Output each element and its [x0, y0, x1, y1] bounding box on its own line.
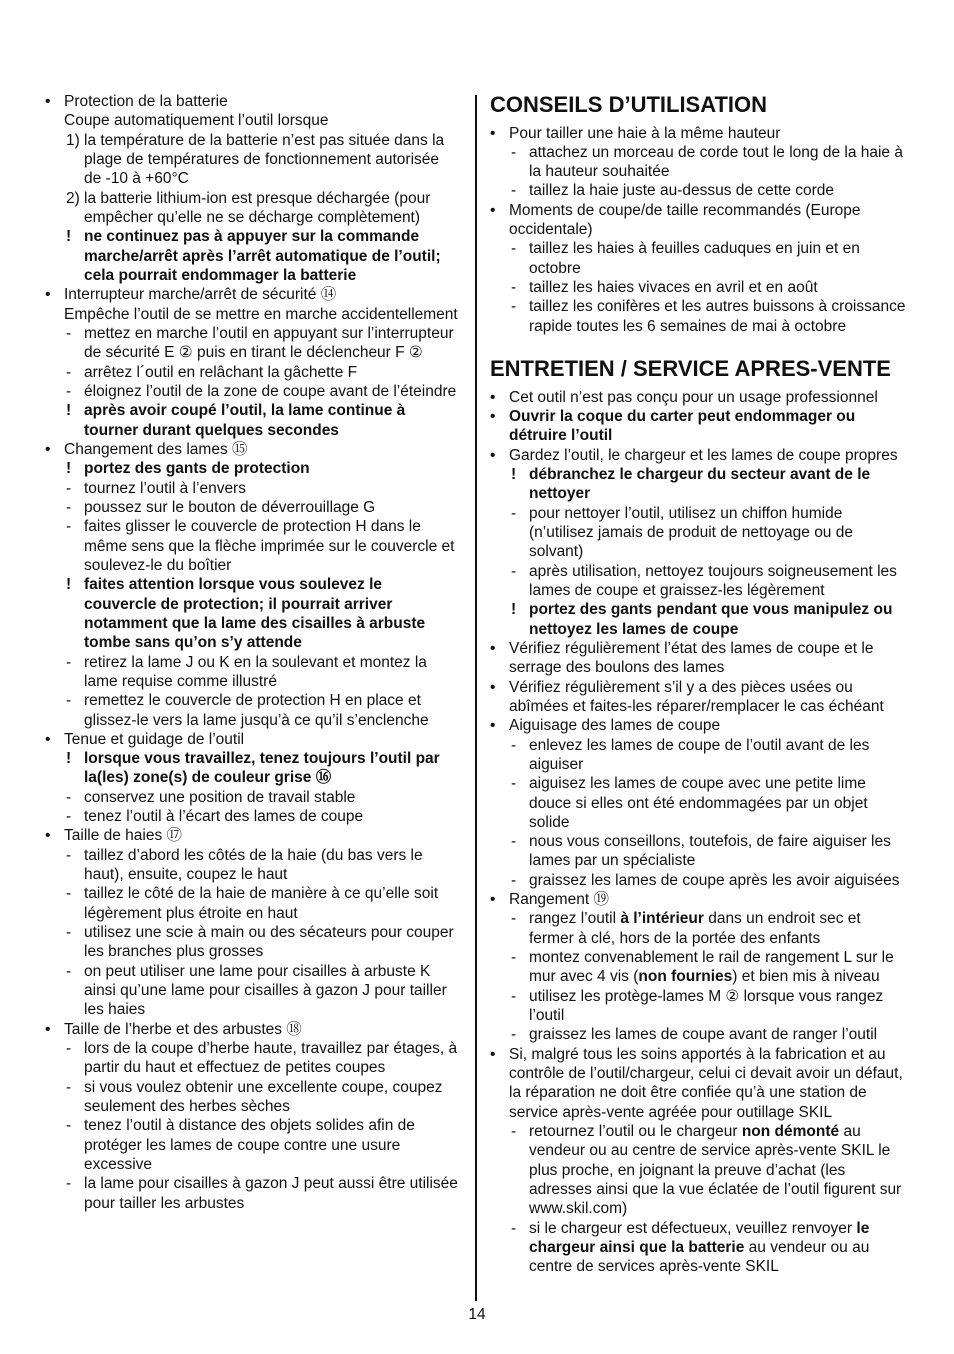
bold-text-segment: le chargeur ainsi que la batterie [529, 1219, 870, 1257]
dash-marker: - [511, 775, 517, 793]
dash-item [45, 1039, 470, 1078]
bullet-marker: • [490, 678, 496, 696]
warning-marker: ! [511, 465, 517, 483]
dash-item [45, 1078, 470, 1117]
dash-marker: - [511, 736, 517, 754]
dash-marker: - [66, 1175, 72, 1193]
item-text: après avoir coupé l’outil, la lame continue à tourner durant quelques secondes [84, 402, 406, 439]
warning-item [45, 575, 470, 652]
item-text: Si, malgré tous les soins apportés à la fabrication et au contrôle de l’outil/chargeur, celui ci devait avoir un défaut, la réparation ne doit être confiée qu’à une station de service après-vente agréée pour outillage SKIL [509, 1045, 903, 1121]
item-text: poussez sur le bouton de déverrouillage G [84, 498, 376, 516]
dash-marker: - [66, 382, 72, 400]
text-segment: au vendeur ou au centre de service après-vente SKIL le plus proche, en joignant la preuve d’achat (les adresses ainsi que la vue éclatée de l’outil figurent sur www.skil.com) [529, 1123, 902, 1218]
bullet-item [490, 446, 935, 465]
dash-item [490, 1219, 935, 1277]
page-number: 14 [468, 1306, 486, 1323]
dash-item [490, 562, 935, 601]
bullet-item [45, 440, 470, 459]
item-text: Vérifiez régulièrement l’état des lames de coupe et le serrage des boulons des lames [509, 639, 874, 677]
item-text: Tenue et guidage de l’outil [64, 730, 245, 748]
item-text: retirez la lame J ou K en la soulevant et montez la lame requise comme illustré [84, 653, 427, 690]
dash-marker: - [511, 910, 517, 928]
dash-marker: - [66, 846, 72, 864]
item-text: la température de la batterie n’est pas située dans la plage de températures de fonctionnement autorisée de -10 à +60°C [84, 131, 445, 188]
dash-marker: - [66, 1040, 72, 1058]
dash-item [490, 504, 935, 562]
dash-marker: - [511, 1123, 517, 1141]
right-column [490, 92, 935, 1277]
section-heading: ENTRETIEN / SERVICE APRES-VENTE [490, 356, 891, 382]
dash-item [45, 517, 470, 575]
dash-marker: - [511, 833, 517, 851]
item-text: éloignez l’outil de la zone de coupe avant de l’éteindre [84, 382, 457, 400]
section-heading: CONSEILS D’UTILISATION [490, 92, 768, 117]
dash-item [490, 774, 935, 832]
item-text: tenez l’outil à distance des objets solides afin de protéger les lames de coupe contre une usure excessive [84, 1117, 415, 1174]
item-text: utilisez les protège-lames M ② lorsque vous rangez l’outil [529, 987, 884, 1025]
warning-item [490, 465, 935, 504]
dash-item [490, 736, 935, 775]
item-text: remettez le couvercle de protection H en place et glissez-le vers la lame jusqu’à ce qu’il s’enclenche [84, 692, 429, 729]
item-text: aiguisez les lames de coupe avec une petite lime douce si elles ont été endommagées par un objet solide [529, 775, 868, 831]
dash-marker: - [66, 1117, 72, 1135]
dash-marker: - [511, 949, 517, 967]
dash-marker: - [66, 1078, 72, 1096]
item-text: portez des gants pendant que vous manipulez ou nettoyez les lames de coupe [529, 601, 893, 638]
warning-item [45, 401, 470, 440]
dash-item [45, 498, 470, 517]
bullet-marker: • [490, 407, 496, 425]
dash-item [45, 807, 470, 826]
item-text: taillez le côté de la haie de manière à ce qu’elle soit légèrement plus étroite en haut [84, 885, 439, 922]
dash-marker: - [66, 808, 72, 826]
number-marker: 1) [66, 131, 80, 149]
item-text: tournez l’outil à l’envers [84, 479, 246, 497]
text-segment: ) et bien mis à niveau [732, 968, 880, 986]
item-text: utilisez une scie à main ou des sécateurs pour couper les branches plus grosses [84, 924, 454, 961]
item-text: Gardez l’outil, le chargeur et les lames de coupe propres [509, 446, 898, 464]
item-text: portez des gants de protection [84, 460, 310, 478]
warning-marker: ! [511, 601, 517, 619]
item-text: Pour tailler une haie à la même hauteur [509, 124, 781, 142]
item-text: lors de la coupe d’herbe haute, travaillez par étages, à partir du haut et effectuez de petites coupes [84, 1040, 458, 1077]
instruction-list [45, 92, 470, 1213]
bullet-marker: • [490, 446, 496, 464]
dash-marker: - [511, 279, 517, 297]
item-text: Cet outil n’est pas conçu pour un usage professionnel [509, 388, 878, 406]
bold-text-segment: à l’intérieur [620, 910, 704, 928]
item-text: pour nettoyer l’outil, utilisez un chiffon humide (n’utilisez jamais de produit de nettoyage ou de solvant) [529, 504, 853, 561]
item-text: Changement des lames ⑮ [64, 440, 248, 458]
bold-text-segment: non fournies [638, 968, 733, 986]
dash-item [45, 363, 470, 382]
item-text: conservez une position de travail stable [84, 788, 356, 806]
dash-marker: - [66, 498, 72, 516]
bullet-marker: • [45, 93, 51, 110]
warning-marker: ! [66, 228, 72, 246]
dash-marker: - [511, 871, 517, 889]
item-text: Taille de l’herbe et des arbustes ⑱ [64, 1020, 302, 1038]
numbered-item [45, 131, 470, 189]
dash-item [490, 181, 935, 200]
dash-item [45, 691, 470, 730]
dash-item [45, 1116, 470, 1174]
warning-item [45, 459, 470, 478]
bullet-marker: • [490, 124, 496, 142]
item-text: faites glisser le couvercle de protection H dans le même sens que la flèche imprimée sur le couvercle et soulevez-le du boîtier [84, 518, 455, 574]
dash-item [45, 1174, 470, 1213]
bullet-item [45, 730, 470, 749]
item-text: taillez la haie juste au-dessus de cette corde [529, 182, 835, 200]
item-text: ne continuez pas à appuyer sur la commande marche/arrêt après l’arrêt automatique de l’outil; cela pourrait endommager la batterie [84, 228, 441, 284]
dash-marker: - [66, 479, 72, 497]
dash-marker: - [511, 143, 517, 161]
dash-marker: - [66, 653, 72, 671]
item-text: la lame pour cisailles à gazon J peut aussi être utilisée pour tailler les arbustes [84, 1175, 458, 1212]
dash-marker: - [66, 962, 72, 980]
text-segment: montez convenablement le rail de rangement L sur le mur avec 4 vis ( [529, 949, 894, 986]
item-text: taillez les haies à feuilles caduques en juin et en octobre [529, 240, 860, 277]
item-text [529, 1122, 901, 1219]
dash-marker: - [511, 504, 517, 522]
bullet-item [490, 678, 935, 717]
dash-item [45, 923, 470, 962]
bullet-marker: • [45, 730, 51, 748]
bullet-marker: • [45, 827, 51, 845]
warning-item [490, 600, 935, 639]
dash-item [490, 143, 935, 182]
item-text: taillez les haies vivaces en avril et en août [529, 279, 818, 297]
item-text: Protection de la batterie Coupe automatiquement l’outil lorsque [64, 93, 329, 130]
bullet-item [490, 890, 935, 909]
item-text: la batterie lithium-ion est presque déchargée (pour empêcher qu’elle ne se décharge complètement) [84, 189, 431, 226]
item-text: graissez les lames de coupe avant de ranger l’outil [529, 1026, 878, 1044]
dash-item [490, 1025, 935, 1044]
dash-marker: - [511, 1219, 517, 1237]
dash-item [490, 987, 935, 1026]
item-text: Moments de coupe/de taille recommandés (Europe occidentale) [509, 201, 861, 239]
text-segment: si le chargeur est défectueux, veuillez renvoyer [529, 1219, 857, 1237]
bullet-marker: • [490, 1045, 496, 1063]
bullet-marker: • [45, 286, 51, 304]
section-maintenance-service [490, 356, 935, 1277]
item-text: lorsque vous travaillez, tenez toujours l’outil par la(les) zone(s) de couleur grise ⑯ [84, 750, 440, 787]
bullet-item [490, 124, 935, 143]
dash-marker: - [66, 363, 72, 381]
dash-marker: - [66, 924, 72, 942]
dash-item [490, 297, 935, 336]
text-segment: rangez l’outil [529, 910, 621, 928]
dash-marker: - [511, 240, 517, 258]
item-text [529, 909, 861, 948]
bullet-item [490, 388, 935, 407]
item-text: Interrupteur marche/arrêt de sécurité ⑭ Empêche l’outil de se mettre en marche accidentellement [64, 286, 458, 323]
bullet-marker: • [45, 440, 51, 458]
text-segment: retournez l’outil ou le chargeur [529, 1123, 742, 1141]
dash-item [490, 948, 935, 987]
warning-marker: ! [66, 460, 72, 478]
item-text [529, 1219, 869, 1277]
bullet-item [490, 1045, 935, 1122]
warning-marker: ! [66, 576, 72, 594]
bullet-marker: • [490, 639, 496, 657]
warning-marker: ! [66, 402, 72, 420]
dash-marker: - [66, 692, 72, 710]
bullet-marker: • [490, 717, 496, 735]
item-text: tenez l’outil à l’écart des lames de coupe [84, 808, 364, 826]
dash-item [45, 788, 470, 807]
bullet-item [45, 285, 470, 324]
dash-item [490, 909, 935, 948]
dash-item [45, 324, 470, 363]
item-text: Taille de haies ⑰ [64, 827, 183, 845]
dash-marker: - [66, 885, 72, 903]
item-text: on peut utiliser une lame pour cisailles à arbuste K ainsi qu’une lame pour cisailles à gazon J pour tailler les haies [84, 962, 447, 1019]
dash-item [490, 1122, 935, 1219]
item-text: Rangement ⑲ [509, 891, 609, 909]
item-text: après utilisation, nettoyez toujours soigneusement les lames de coupe et graissez-les légèrement [529, 562, 897, 599]
left-column [45, 92, 470, 1213]
item-text: faites attention lorsque vous soulevez le couvercle de protection; il pourrait arriver notamment que la lame des cisailles à arbuste tombe sans qu’on s’y attende [84, 576, 426, 652]
instruction-list [490, 388, 935, 1277]
item-text [529, 948, 894, 987]
item-text: taillez d’abord les côtés de la haie (du bas vers le haut), ensuite, coupez le haut [84, 846, 423, 884]
bullet-marker: • [45, 1020, 51, 1038]
dash-item [45, 479, 470, 498]
item-text: taillez les conifères et les autres buissons à croissance rapide toutes les 6 semaines de mai à octobre [529, 298, 906, 335]
item-text: graissez les lames de coupe après les avoir aiguisées [529, 871, 900, 889]
text-segment: au vendeur ou au centre de services après-vente SKIL [529, 1239, 870, 1276]
dash-item [490, 278, 935, 297]
item-text: arrêtez l´outil en relâchant la gâchette F [84, 363, 358, 381]
bullet-item [45, 1020, 470, 1039]
dash-item [490, 239, 935, 278]
bullet-item [45, 826, 470, 845]
dash-item [490, 871, 935, 890]
dash-item [45, 382, 470, 401]
bullet-marker: • [490, 388, 496, 406]
dash-marker: - [511, 562, 517, 580]
column-divider [475, 95, 477, 1301]
item-text: débranchez le chargeur du secteur avant de le nettoyer [529, 465, 871, 503]
item-text: Vérifiez régulièrement s’il y a des pièces usées ou abîmées et faites-les réparer/remplacer le cas échéant [509, 678, 884, 715]
item-text: Ouvrir la coque du carter peut endommager ou détruire l’outil [509, 407, 856, 445]
item-text: enlevez les lames de coupe de l’outil avant de les aiguiser [529, 736, 870, 773]
bullet-item [490, 201, 935, 240]
bold-text-segment: non démonté [741, 1123, 840, 1141]
bullet-item [490, 639, 935, 678]
item-text: Aiguisage des lames de coupe [509, 717, 721, 735]
text-segment: dans un endroit sec et fermer à clé, hors de la portée des enfants [529, 910, 861, 947]
dash-marker: - [66, 518, 72, 536]
dash-item [45, 884, 470, 923]
bullet-marker: • [490, 201, 496, 219]
warning-marker: ! [66, 750, 72, 768]
warning-item [45, 227, 470, 285]
dash-item [45, 653, 470, 692]
dash-marker: - [511, 298, 517, 316]
bullet-marker: • [490, 891, 496, 909]
dash-marker: - [511, 1026, 517, 1044]
dash-marker: - [511, 182, 517, 200]
item-text: mettez en marche l’outil en appuyant sur l’interrupteur de sécurité E ② puis en tirant le déclencheur F ② [84, 324, 454, 362]
dash-item [490, 832, 935, 871]
dash-item [45, 846, 470, 885]
section-usage-tips [490, 92, 935, 336]
bullet-item [45, 92, 470, 131]
dash-marker: - [511, 987, 517, 1005]
item-text: si vous voulez obtenir une excellente coupe, coupez seulement des herbes sèches [84, 1078, 443, 1116]
instruction-list [490, 124, 935, 337]
dash-item [45, 962, 470, 1020]
numbered-item [45, 189, 470, 228]
bullet-item [490, 407, 935, 446]
dash-marker: - [66, 324, 72, 342]
warning-item [45, 749, 470, 788]
item-text: attachez un morceau de corde tout le long de la haie à la hauteur souhaitée [529, 143, 903, 181]
dash-marker: - [66, 788, 72, 806]
number-marker: 2) [66, 189, 80, 207]
item-text: nous vous conseillons, toutefois, de faire aiguiser les lames par un spécialiste [529, 833, 891, 870]
bullet-item [490, 716, 935, 735]
